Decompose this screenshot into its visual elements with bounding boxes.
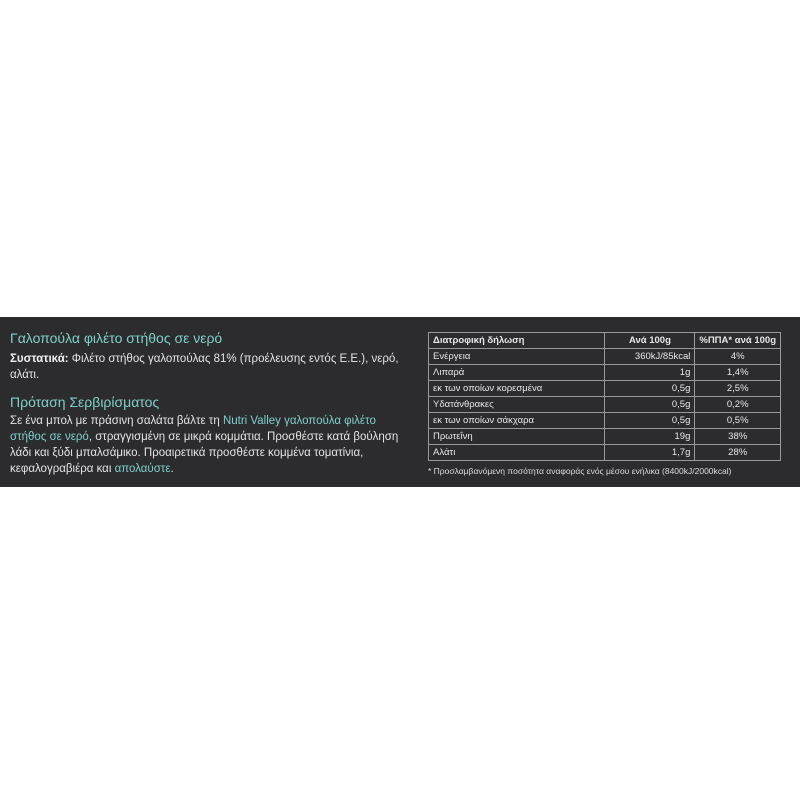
nutrient-value: 0,5g <box>605 397 695 413</box>
serving-suggestion-text <box>10 413 410 477</box>
nutrient-value: 0,5g <box>605 413 695 429</box>
nutrient-name: Υδατάνθρακες <box>429 397 605 413</box>
header-declaration: Διατροφική δήλωση <box>429 333 605 349</box>
table-row <box>429 429 781 445</box>
nutrient-value: 0,5g <box>605 381 695 397</box>
nutrient-name: εκ των οποίων κορεσμένα <box>429 381 605 397</box>
ingredients-label: Συστατικά: <box>10 353 69 365</box>
nutrient-ri: 0,2% <box>695 397 781 413</box>
nutrient-value: 1,7g <box>605 445 695 461</box>
nutrient-ri: 4% <box>695 349 781 365</box>
serving-suggestion-title: Πρόταση Σερβιρίσματος <box>10 394 160 410</box>
nutrient-name: εκ των οποίων σάκχαρα <box>429 413 605 429</box>
nutrition-section <box>428 332 788 476</box>
nutrition-header-row <box>429 333 781 349</box>
product-title: Γαλοπούλα φιλέτο στήθος σε νερό <box>10 330 223 346</box>
nutrient-ri: 0,5% <box>695 413 781 429</box>
serving-ending: απολαύστε <box>114 463 171 475</box>
nutrient-name: Λιπαρά <box>429 365 605 381</box>
table-row <box>429 349 781 365</box>
nutrition-footnote: * Προσλαμβανόμενη ποσότητα αναφοράς ενός μέσου ενήλικα (8400kJ/2000kcal) <box>428 466 732 476</box>
nutrient-name: Αλάτι <box>429 445 605 461</box>
serving-text-part2: , στραγγισμένη σε μικρά κομμάτια. Προσθέστε κατά βούληση λάδι και ξύδι μπαλσάμικο. Προαιρετικά προσθέστε κομμένα τοματίνια, κεφαλογραβιέρα και <box>10 431 399 475</box>
nutrient-ri: 2,5% <box>695 381 781 397</box>
table-row <box>429 445 781 461</box>
table-row <box>429 413 781 429</box>
product-info <box>10 329 410 477</box>
header-per-100g: Ανά 100g <box>605 333 695 349</box>
nutrient-ri: 1,4% <box>695 365 781 381</box>
table-row <box>429 397 781 413</box>
nutrient-value: 360kJ/85kcal <box>605 349 695 365</box>
serving-text-part1: Σε ένα μπολ με πράσινη σαλάτα βάλτε τη <box>10 415 223 427</box>
serving-brand-phrase: Nutri Valley γαλοπούλα φιλέτο στήθος σε νερό <box>10 415 376 443</box>
nutrient-value: 1g <box>605 365 695 381</box>
ingredients <box>10 351 410 383</box>
nutrient-name: Πρωτεΐνη <box>429 429 605 445</box>
nutrient-ri: 38% <box>695 429 781 445</box>
nutrient-value: 19g <box>605 429 695 445</box>
table-row <box>429 365 781 381</box>
product-label-panel <box>0 317 800 487</box>
table-row <box>429 381 781 397</box>
nutrient-ri: 28% <box>695 445 781 461</box>
nutrient-name: Ενέργεια <box>429 349 605 365</box>
serving-period: . <box>170 463 174 475</box>
nutrition-table <box>428 332 781 461</box>
ingredients-text: Φιλέτο στήθος γαλοπούλας 81% (προέλευσης εντός Ε.Ε.), νερό, αλάτι. <box>10 353 399 381</box>
header-ri-percent: %ΠΠΑ* ανά 100g <box>695 333 781 349</box>
